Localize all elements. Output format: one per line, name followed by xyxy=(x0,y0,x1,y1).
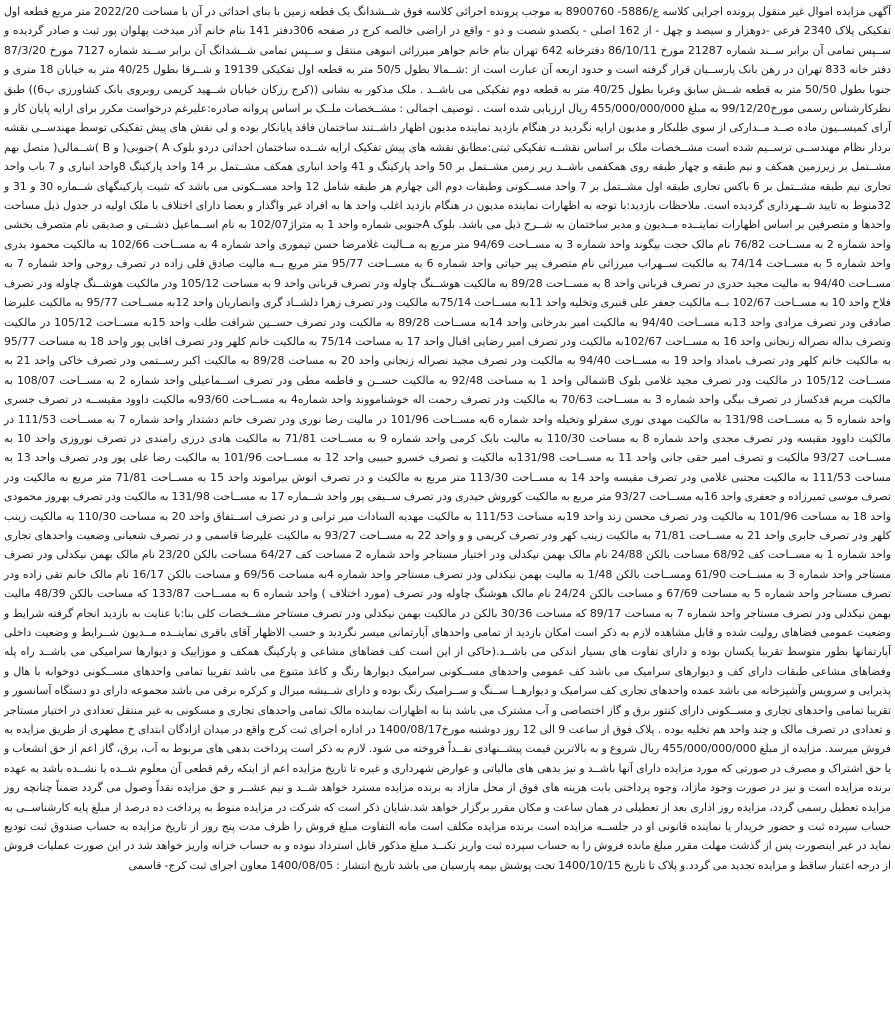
notice-body-text: آگهی مزایده اموال غیر منقول پرونده اجرایی کلاسه ع/5886- 8900760 به موجب پرونده اجرائی کلاسه فوق شــشدانگ یک قطعه زمین با بنای احداثی در آن با مساحت 2022/20 متر مربع قطعه اول تفکیکی پلاک 2340 فرعی -دوهزار و سیصد و چهل - از 162 اصلی - یکصدو شصت و دو - واقع در اراضی خالصه کرج در صفحه 306دفتر 141 بنام خانم آذر میدخت پهلوان پور ثبت و صادر گردیده و ســپس تمامی آن برابر ســند شماره 21287 مورخ 86/10/11 دفترخانه 642 تهران بنام خانم جواهر میرزائی انبوهی منتقل و ســپس تمامی شــشدانگ آن برابر ســند شماره 7127 مورخ 87/3/20 دفتر خانه 833 تهران در رهن بانک پارســیان قرار گرفته است و حدود اربعه آن عبارت است از :شــمالا بطول 50/5 متر به قطعه اول تفکیکی 19139 و شــرقا بطول 40/25 متر به خیابان 18 متری و جنوبا بطول 50/50 متر به قطعه شــش سابق وغربا بطول 40/25 متر به قطعه دوم تفکیکی می باشــد . ملک مذکور به نشانی ((کرج رزکان خیابان شــهید کریمی روبروی بانک کشاورزی پ6)) طبق نظرکارشناس رسمی مورخ99/12/20 به مبلغ 455/000/000/000 ریال ارزیابی شده است . توصیف اجمالی : مشــخصات ملــک بر اساس پروانه صادره:علیرغم درخواست مکرر برای ارایه پایان کار و آرای کمیســیون ماده صــد مــدارکی از سوی طلبکار و مدیون ارایه نگردید در هنگام بازدید نماینده مدیون اظهار داشــتند ساختمان فاقد پایانکار بوده و لی نقش های پیش تفکیکی توسط مهندســی نقشه بردار نظام مهندســی ترســیم شده است مشــخصات ملک بر اساس نقشــه تفکیکی ثبتی:مطابق نقشه های پیش تفکیک ارایه شــده ساختمان احداثی دردو بلوک A )جنوبی( و B )شــمالی( متصل بهم مشــتمل بر زیرزمین همکف و نیم طبقه و چهار طبقه روی همکفمی باشــد زیر زمین مشــتمل بر 50 واحد پارکینگ و 41 واحد انباری همکف مشــتمل بر 14 واحد پارکینگ 8واحد انباری و 7 باب واحد تجاری نیم طبقه مشــتمل بر 6 باکس تجاری طبقه اول مشــتمل بر 7 واحد مســکونی وطبقات دوم الی چهارم هر طبقه شامل 12 واحد مســکونی می باشد که تثبیت پارکینگهای شــماره 30 و 31 و 32منوط به تایید شــهرداری گردیده است. ملاحظات بازدید:با توجه به اظهارات نماینده مدیون در هنگام بازدید اغلب واحد ها به افراد غیر واگذار و بعضا دارای اختلاف با ملک اولیه در جدول ذیل مساحت واحدها و متصرفین بر اساس اظهارات نماینــده مــدیون و مدیر ساختمان به شــرح ذیل می باشد. بلوک Aجنوبی شماره واحد 1 به متراژ102/07 به نام اســماعیل دشــتی و صدیقی نام متصرف بخشی واحد شماره 2 به مســاحت 76/82 نام مالک حجت بیگوند واحد شماره 3 به مســاحت 94/69 متر مربع به مــالیت غلامرضا حسن تیموری واحد شماره 4 به مســاحت 102/66 به مالکیت محمود بدری واحد شماره 5 به مســاحت 74/14 به مالکیت ســهراب میرزائی نام متصرف پیر حیاتی واحد شماره 6 به مســاحت 95/77 متر مربع بــه مالیت صادق قلی زاده در تصرف روحی واحد شماره 7 به مســاحت 94/40 به مالیت مجید حدری در تصرف قربانی واحد 8 به مســاحت 89/28 به مالکیت هوشــنگ چاوله ودر تصرف قربانی واحد 9 به مساحت 105/12 ودر مالکیت هوشــنگ چاوله ودر تصرف فلاح واحد 10 به مســاحت 102/67 بــه مالکیت جعفر علی قنبری وتخلیه واحد 11به مســاحت 75/14به مالکیت ودر تصرف زهرا دلشــاد گری وانصاریان واحد 12به مســاحت 95/77 به مالکیت علیرضا صادقی ودر تصرف مرادی واحد 13به مســاحت 94/40 به مالکیت امیر بدرخانی واحد 14به مســاحت 89/28 به مالکیت ودر تصرف حســین شرافت طلب واحد 15به مســاحت 105/12 در مالکیت وتصرف بداله نصراله زنجانی واحد 16 به مســاحت 102/67به مالکیت ودر تصرف امیر رضایی اقبال واحد 17 به مساحت 75/14 به مالکیت خانم کلهر ودر تصرف اقایی پور واحد 18 به مساحت 95/77 به مالکیت خانم کلهر ودر تصرف بامداد واحد 19 به مســاحت 94/40 به مالکیت ودر تصرف مجید نصراله زنجانی واحد 20 به مساحت 89/28 به مالکیت اکبر رســتمی ودر تصرف خاکی واحد 21 به مســاحت 105/12 در مالکیت ودر تصرف مجید غلامی بلوک Bشمالی واحد 1 به مساحت 92/48 به مالکیت حســن و فاطمه مطی ودر تصرف اســماعیلی واحد شماره 2 به مســاحت 108/07 به مالکیت مریم قدکساز در تصرف بیگی واحد شماره 3 به مســاحت 70/63 به مالکیت ودر تصرف رحمت اله خوشنامووند واحد شماره4 به مســاحت 93/60به مالکیت داوود مقیســه در تصرف جسری واحد شماره 5 به مســاحت 131/98 به مالکیت مهدی نوری سقرلو وتخیله واحد شماره 6به مســاحت 101/96 در مالیت رضا نوری ودر تصرف خانم دشتدار واحد شماره 7 به مســاحت 111/53 در مالکیت داوود مقیسه ودر تصرف مجدی واحد شماره 8 به مساحت 110/30 به مالیت بابک کرمی واحد شماره 9 به مســاحت 71/81 به مالکیت هادی درزی رامندی در تصرف نوروزی واحد 10 به مســاحت 93/27 مالکیت و تصرف امیر حقی جانی واحد 11 به مســاحت 131/98به مالکیت و تصرف خسرو حبیبی واحد 12 به مســاحت 101/96 به مالکیت رضا علی پور ودر تصرف واحد 13 به مساحت 111/53 به مالکیت مجتبی غلامی ودر تصرف مقیسه واحد 14 به مســاحت 113/30 متر مربع به مالکیت و در تصرف انوش بیراموند واحد 15 به مســاحت 71/81 متر مربع به مالکیت ودر تصرف موسی تمیرزاده و جعفری واحد 16به مســاحت 93/27 متر مربع به مالکیت کوروش حیدری ودر تصرف ســیفی پور واحد شــماره 17 به مســاحت 131/98 به مالکیت ودر تصرف بهروز محمودی واحد 18 به مساحت 101/96 به مالکیت ودر تصرف محسن زند واحد 19به مساحت 111/53 به مالکیت مهدیه السادات میر ترابی و در تصرف اســتفاق واحد 20 به مساحت 110/30 به مالکیت زینب کلهر ودر تصرف جابری واحد 21 به مســاحت 71/81 به مالکیت زینب کهر ودر تصرف کریمی و و واحد 22 به مســاحت 93/27 به مالکیت علیرضا قاسمی و در تصرف شعبانی وضعیت واحدهای تجاری واحد شماره 1 به مســاحت کف 68/92 مساحت بالکن 24/88 نام مالک بهمن نیکدلی ودر اختیار مستاجر واحد شماره 2 مساحت کف 64/27 مساحت بالکن 23/20 نام مالک بهمن نیکدلی ودر تصرف مستاجر واحد شماره 3 به مســاحت 61/90 ومســاحت بالکن 1/48 به مالیت بهمن نیکدلی ودر تصرف مستاجر واحد شماره 4به مساحت 69/56 و مساحت بالکن 16/17 نام مالک خانم تقی زاده ودر تصرف مستاجر واحد شماره 5 به مساحت 67/69 و مساحت بالکن 24/24 نام مالک هوشنگ چاوله ودر تصرف (مورد اختلاف ) واحد شماره 6 به مســاحت 133/87 که مساحت بالکن 48/39 مالیت بهمن نیکدلی ودر تصرف مستاجر واحد شماره 7 به مساحت 89/17 که مساحت 30/36 بالکن در مالکیت بهمن نیکدلی ودر تصرف مستاجر مشــخصات کلی بنا:با عنایت به بازدید انجام گرفته شرایط و وضعیت عمومی فضاهای رولیت شده و قابل مشاهده لازم به ذکر است امکان بازدید از تمامی واحدهای آپارتمانی میسر نگردید و حسب الاظهار آقای باقری نماینــده مــدیون شــرایط و وضعیت داخلی آپارتمانها بطور متوسط تقریبا یکسان بوده و دارای تفاوت های بسیار اندکی می باشــد.(حاکی از این است کف فضاهای مشاعی و پارکینگ همکف و موزاییک و دیوارها سرامیکی می باشــد راه پله وفضاهای مشاعی طبقات دارای کف و دیوارهای سرامیک می باشد کف عمومی واحدهای مســکونی سرامیک دیوارها رنگ و کاغذ متنوع می باشد تقریبا تمامی واحدهای مســکونی دوخوابه با هال و پذیرایی و سرویس وآشپزخانه می باشد عمده واحدهای تجاری کف سرامیک و دیوارهــا ســنگ و ســرامیک رنگ بوده و دارای شــیشه میرال و کرکره برقی می باشد مجموعه دارای دو دستگاه آسانسور و تقریبا تمامی واحدهای تجاری و مســکونی دارای کنتور برق و گاز اختصاصی و آب مشترک می باشد بنا به اظهارات نماینده مالک تمامی واحدهای تجاری و مسکونی به غیر منتقل تعدادی در اختیار مستاجر و تعدادی در تصرف مالک و چند واحد هم تخلیه بوده . پلاک فوق از ساعت 9 الی 12 روز دوشنبه مورخ1400/08/17 در اداره اجرای ثبت کرج واقع در میدان ازادگان ابتدای خ مطهری از طریق مزایده به فروش میرسد. مزایده از مبلغ 455/000/000/000 ریال شروع و به بالاترین قیمت پیشــنهادی نقــداً فروخته می شود. لازم به ذکر است پرداخت بدهی های مربوط به آب، برق، گاز اعم از حق انشعاب و یا حق اشتراک و مصرف در صورتی که مورد مزایده دارای آنها باشــد و نیز بدهی های مالیاتی و عوارض شهرداری و غیره تا تاریخ مزایده اعم از اینکه رقم قطعی آن معلوم شــده یا نشــده باشد به عهده برنده مزایده است و نیز در صورت وجود مازاد، وجوه پرداختی بابت هزینه های فوق از محل مازاد به برنده مزایده مسترد خواهد شــد و نیم عشــر و حق مزایده نقداً وصول می گردد ضمناً چنانچه روز مزایده تعطیل رسمی گردد، مزایده روز اداری بعد از تعطیلی در همان ساعت و مکان مقرر برگزار خواهد شد.شایان ذکر است که شرکت در مزایده منوط به پرداخت ده درصد از مبلغ پایه کارشناســی به حساب سپرده ثبت و حضور خریدار یا نماینده قانونی او در جلســه مزایده است برنده مزایده مکلف است مابه التفاوت مبلغ فروش را ظرف مدت پنج روز از تاریخ مزایده به حساب صندوق ثبت تودیع نماید در غیر اینصورت پس از گذشت مهلت مقرر مبلغ مانده فروش را به حساب سپرده ثبت واریز تکنــد مبلغ مذکور قابل استرداد نبوده و به حساب خزانه واریز خواهد شد در این صورت عملیات فروش از درجه اعتبار ساقط و مزایده تجدید می گردد.و پلاک تا تاریخ 1400/10/15 تحت پوشش بیمه پارسیان می باشد تاریخ انتشار : 1400/08/05 معاون اجرای ثبت کرج- قاسمی xyxy=(4,5,892,872)
